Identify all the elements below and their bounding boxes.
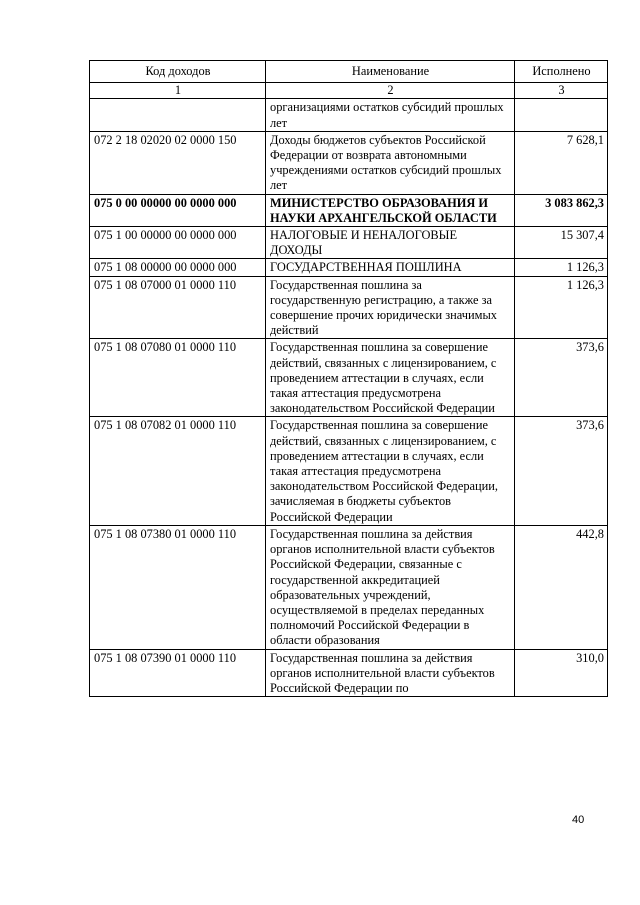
row-name: ГОСУДАРСТВЕННАЯ ПОШЛИНА	[266, 259, 515, 276]
table-header-row	[90, 61, 608, 83]
table-row	[90, 339, 608, 417]
table-row	[90, 194, 608, 226]
row-code: 075 1 08 07000 01 0000 110	[90, 276, 266, 339]
row-amount: 1 126,3	[515, 276, 608, 339]
table-row	[90, 417, 608, 525]
row-name: НАЛОГОВЫЕ И НЕНАЛОГОВЫЕ ДОХОДЫ	[266, 227, 515, 259]
table-row	[90, 259, 608, 276]
column-number-2: 2	[266, 83, 515, 99]
row-name: Государственная пошлина за государственную регистрацию, а также за совершение прочих юридически значимых действий	[266, 276, 515, 339]
row-name: организациями остатков субсидий прошлых лет	[266, 99, 515, 131]
row-amount: 3 083 862,3	[515, 194, 608, 226]
row-amount	[515, 99, 608, 131]
row-code: 075 1 08 07380 01 0000 110	[90, 525, 266, 649]
column-number-row	[90, 83, 608, 99]
row-amount: 373,6	[515, 339, 608, 417]
row-name: Доходы бюджетов субъектов Российской Федерации от возврата автономными учреждениями остатков субсидий прошлых лет	[266, 131, 515, 194]
table-row	[90, 525, 608, 649]
row-amount: 442,8	[515, 525, 608, 649]
row-amount: 310,0	[515, 649, 608, 697]
row-amount: 1 126,3	[515, 259, 608, 276]
row-code: 075 1 08 07082 01 0000 110	[90, 417, 266, 525]
column-number-3: 3	[515, 83, 608, 99]
page-number: 40	[572, 814, 585, 826]
table-row	[90, 227, 608, 259]
row-amount: 15 307,4	[515, 227, 608, 259]
row-code: 075 0 00 00000 00 0000 000	[90, 194, 266, 226]
row-code: 075 1 08 07080 01 0000 110	[90, 339, 266, 417]
table-row	[90, 131, 608, 194]
table-body	[90, 99, 608, 697]
table-row	[90, 649, 608, 697]
row-code	[90, 99, 266, 131]
table-row	[90, 99, 608, 131]
column-number-1: 1	[90, 83, 266, 99]
row-code: 075 1 00 00000 00 0000 000	[90, 227, 266, 259]
row-name: Государственная пошлина за действия органов исполнительной власти субъектов Российской Федерации, связанные с государственной аккредитацией образовательных учреждений, осуществляемой в пределах переданных полномочий Российской Федерации в области образования	[266, 525, 515, 649]
row-code: 072 2 18 02020 02 0000 150	[90, 131, 266, 194]
header-amount: Исполнено	[515, 61, 608, 83]
row-code: 075 1 08 00000 00 0000 000	[90, 259, 266, 276]
row-name: Государственная пошлина за совершение действий, связанных с лицензированием, с проведением аттестации в случаях, если такая аттестация предусмотрена законодательством Российской Федерации, зачисляемая в бюджеты субъектов Российской Федерации	[266, 417, 515, 525]
header-code: Код доходов	[90, 61, 266, 83]
row-name: Государственная пошлина за совершение действий, связанных с лицензированием, с проведением аттестации в случаях, если такая аттестация предусмотрена законодательством Российской Федерации	[266, 339, 515, 417]
row-name: МИНИСТЕРСТВО ОБРАЗОВАНИЯ И НАУКИ АРХАНГЕЛЬСКОЙ ОБЛАСТИ	[266, 194, 515, 226]
row-code: 075 1 08 07390 01 0000 110	[90, 649, 266, 697]
revenue-table	[89, 60, 608, 697]
row-amount: 7 628,1	[515, 131, 608, 194]
header-name: Наименование	[266, 61, 515, 83]
row-name: Государственная пошлина за действия органов исполнительной власти субъектов Российской Федерации по	[266, 649, 515, 697]
table-row	[90, 276, 608, 339]
row-amount: 373,6	[515, 417, 608, 525]
